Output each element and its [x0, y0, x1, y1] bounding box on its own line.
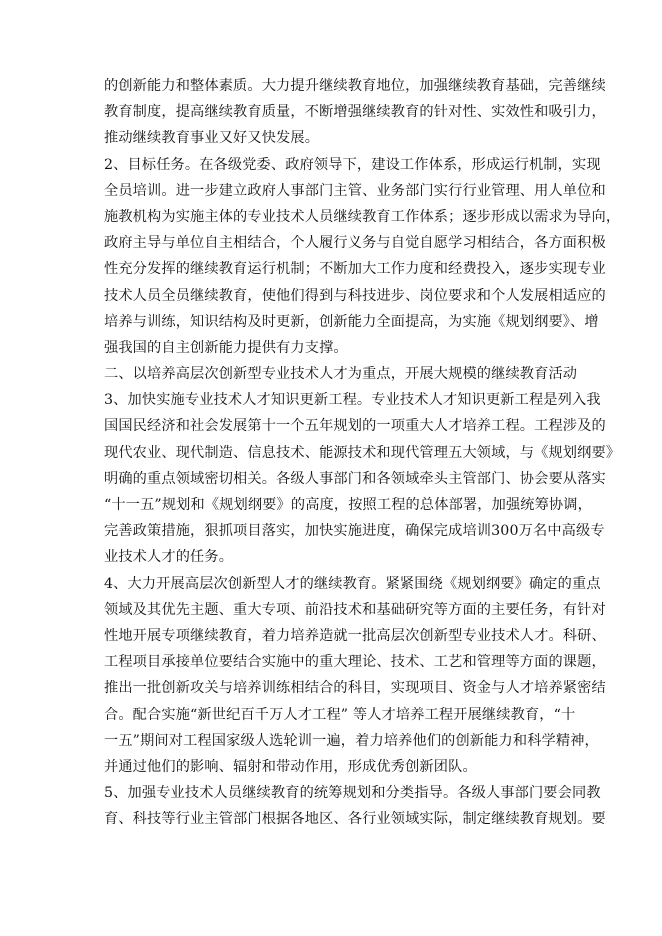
- text-line: 3、加快实施专业技术人才知识更新工程。专业技术人才知识更新工程是列入我: [104, 392, 601, 409]
- text-line: 的创新能力和整体素质。大力提升继续教育地位，加强继续教育基础，完善继续: [104, 78, 606, 94]
- text-line: 推出一批创新攻关与培养训练相结合的科目，实现项目、资金与人才培养紧密结: [104, 680, 606, 697]
- text-line: 教育制度，提高继续教育质量，不断增强继续教育的针对性、实效性和吸引力，: [104, 104, 606, 121]
- text-line: 技术人员全员继续教育，使他们得到与科技进步、岗位要求和个人发展相适应的: [104, 287, 606, 304]
- text-line: 性充分发挥的继续教育运行机制；不断加大工作力度和经费投入，逐步实现专业: [104, 261, 606, 278]
- section-heading: 二、以培养高层次创新型专业技术人才为重点，开展大规模的继续教育活动: [104, 366, 578, 383]
- text-line: 施教机构为实施主体的专业技术人员继续教育工作体系；逐步形成以需求为导向，: [104, 208, 621, 225]
- text-line: 并通过他们的影响、辐射和带动作用，形成优秀创新团队。: [104, 758, 477, 775]
- text-line: 明确的重点领域密切相关。各级人事部门和各领域牵头主管部门、协会要从落实: [104, 470, 606, 487]
- text-line: 领域及其优先主题、重大专项、前沿技术和基础研究等方面的主要任务，有针对: [104, 601, 606, 618]
- text-line: 一五”期间对工程国家级人选轮训一遍，着力培养他们的创新能力和科学精神，: [104, 732, 599, 749]
- document-body: [104, 73, 621, 832]
- text-line: 政府主导与单位自主相结合，个人履行义务与自觉自愿学习相结合，各方面积极: [104, 235, 606, 252]
- text-line: 性地开展专项继续教育，着力培养造就一批高层次创新型专业技术人才。科研、: [104, 627, 606, 644]
- text-line: 完善政策措施，狠抓项目落实，加快实施进度，确保完成培训300万名中高级专: [104, 523, 605, 540]
- text-line: 工程项目承接单位要结合实施中的重大理论、技术、工艺和管理等方面的课题，: [104, 654, 606, 671]
- text-line: 全员培训。进一步建立政府人事部门主管、业务部门实行行业管理、用人单位和: [104, 182, 606, 199]
- text-line: 国国民经济和社会发展第十一个五年规划的一项重大人才培养工程。工程涉及的: [104, 418, 606, 435]
- text-line: 现代农业、现代制造、信息技术、能源技术和现代管理五大领域，与《规划纲要》: [104, 444, 621, 461]
- text-line: 业技术人才的任务。: [104, 549, 234, 566]
- text-line: 2、目标任务。在各级党委、政府领导下，建设工作体系，形成运行机制，实现: [104, 156, 601, 173]
- text-line: 4、大力开展高层次创新型人才的继续教育。紧紧围绕《规划纲要》确定的重点: [104, 575, 601, 592]
- text-line: 育、科技等行业主管部门根据各地区、各行业领域实际，制定继续教育规划。要: [104, 811, 606, 828]
- text-line: 培养与训练，知识结构及时更新，创新能力全面提高，为实施《规划纲要》、增: [104, 313, 599, 330]
- text-line: 强我国的自主创新能力提供有力支撑。: [104, 339, 348, 356]
- text-line: 推动继续教育事业又好又快发展。: [104, 130, 320, 147]
- text-line: “十一五”规划和《规划纲要》的高度，按照工程的总体部署，加强统筹协调，: [104, 497, 592, 513]
- text-line: 5、加强专业技术人员继续教育的统筹规划和分类指导。各级人事部门要会同教: [104, 785, 601, 802]
- text-line: 合。配合实施“新世纪百千万人才工程” 等人才培养工程开展继续教育，“十: [104, 706, 576, 723]
